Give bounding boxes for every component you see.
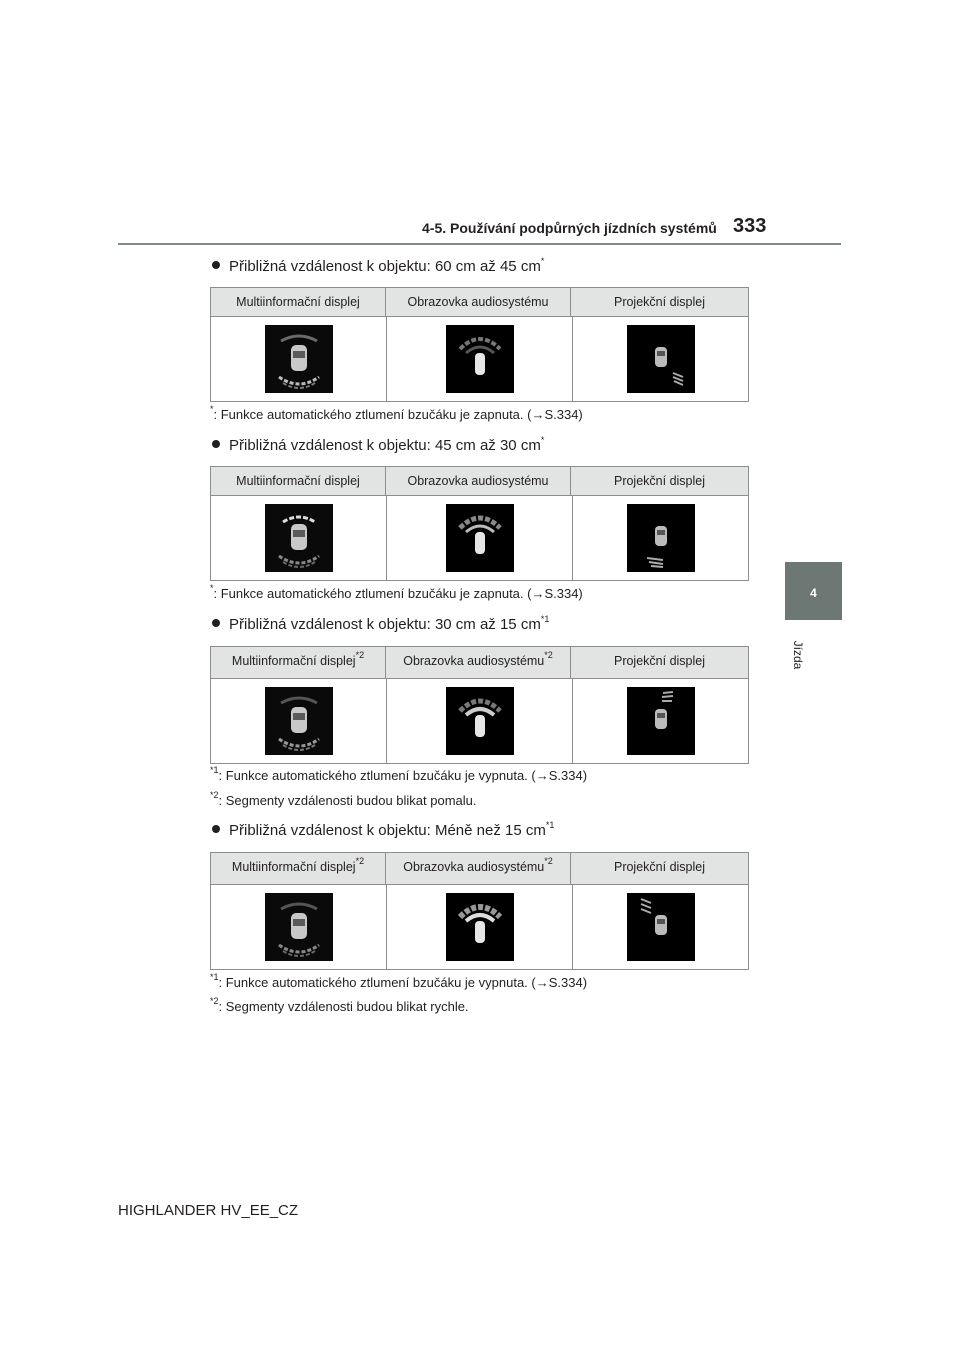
display-table [210, 466, 749, 581]
bullet-icon [212, 825, 220, 833]
footnote: $^{*1}$: Funkce automatického ztlumení bzučáku je vypnuta. (→S.334) [210, 972, 588, 990]
col-header: Projekční displej [613, 295, 705, 309]
table-row [211, 496, 748, 580]
table-header [211, 467, 748, 496]
multi-info-display-image [265, 325, 333, 393]
chapter-label: Jízda [791, 640, 805, 670]
projection-display-image [627, 893, 695, 961]
col-header: Obrazovka audiosystému$^{*2}$ [386, 647, 571, 678]
section-title: 4-5. Používání podpůrných jízdních systémů [422, 220, 717, 236]
table-row [211, 885, 748, 969]
projection-display-image [627, 687, 695, 755]
bullet-icon [212, 619, 220, 627]
header-rule [118, 243, 841, 245]
footnote: *: Funkce automatického ztlumení bzučáku je zapnuta. (→S.334) [210, 583, 583, 601]
page-number: 333 [733, 215, 767, 237]
display-table [210, 646, 749, 764]
col-header: Multiinformační displej$^{*2}$ [211, 853, 386, 884]
display-table [210, 852, 749, 970]
display-table [210, 287, 749, 402]
table-row [211, 317, 748, 401]
multi-info-display-image [265, 893, 333, 961]
audio-screen-image [446, 687, 514, 755]
chapter-number: 4 [810, 586, 817, 600]
col-header: Multiinformační displej$^{*2}$ [211, 647, 386, 678]
col-header: Multiinformační displej [211, 288, 386, 316]
distance-heading: Přibližná vzdálenost k objektu: 30 cm až 15 $cm^{*1}$ [212, 616, 549, 633]
col-header: Projekční displej [613, 860, 705, 874]
col-header: Obrazovka audiosystému [386, 467, 571, 495]
col-header: Obrazovka audiosystému$^{*2}$ [386, 853, 571, 884]
footnote: $^{*1}$: Funkce automatického ztlumení bzučáku je vypnuta. (→S.334) [210, 765, 588, 783]
audio-screen-image [446, 504, 514, 572]
col-header: Obrazovka audiosystému [386, 288, 571, 316]
projection-display-image [627, 325, 695, 393]
bullet-icon [212, 261, 220, 269]
audio-screen-image [446, 893, 514, 961]
col-header: Multiinformační displej [211, 467, 386, 495]
model-code: HIGHLANDER HV_EE_CZ [118, 1202, 299, 1219]
distance-heading: Přibližná vzdálenost k objektu: 45 cm až 30 cm* [212, 437, 544, 454]
col-header: Projekční displej [613, 474, 705, 488]
table-header [211, 647, 748, 679]
audio-screen-image [446, 325, 514, 393]
projection-display-image [627, 504, 695, 572]
distance-heading: Přibližná vzdálenost k objektu: 60 cm až 45 cm* [212, 258, 544, 275]
table-row [211, 679, 748, 763]
bullet-icon [212, 440, 220, 448]
multi-info-display-image [265, 504, 333, 572]
multi-info-display-image [265, 687, 333, 755]
footnote: *: Funkce automatického ztlumení bzučáku je zapnuta. (→S.334) [210, 404, 583, 422]
footnote: $^{*2}$: Segmenty vzdálenosti budou blikat rychle. [210, 996, 469, 1014]
table-header [211, 288, 748, 317]
footnote: $^{*2}$: Segmenty vzdálenosti budou blikat pomalu. [210, 790, 477, 808]
col-header: Projekční displej [613, 654, 705, 668]
table-header [211, 853, 748, 885]
distance-heading: Přibližná vzdálenost k objektu: Méně než 15 $cm^{*1}$ [212, 822, 554, 839]
